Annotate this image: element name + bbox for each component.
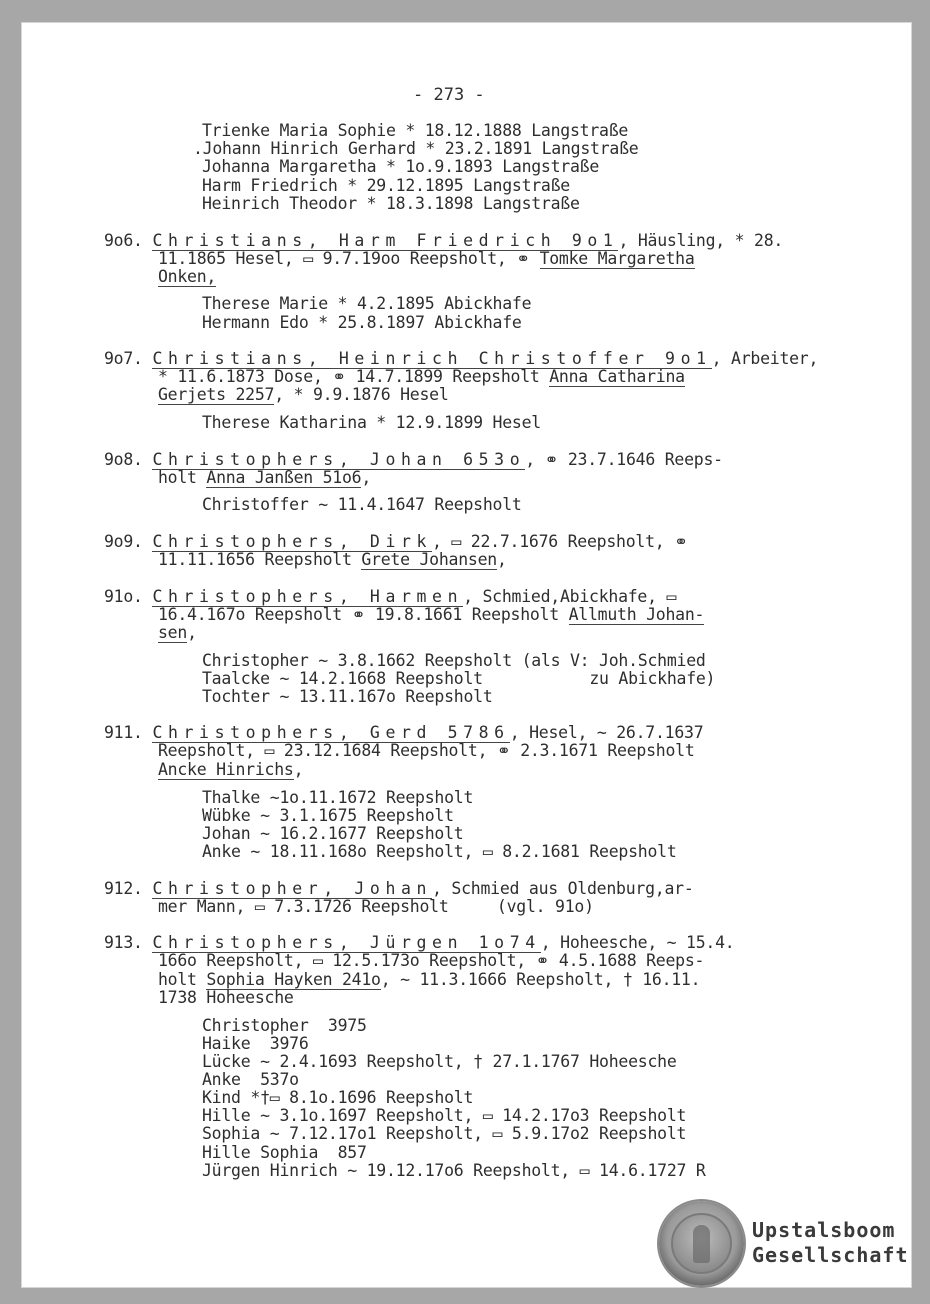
entry-line: holt Anna Janßen 51o6, <box>158 468 372 487</box>
child-item: Johan ~ 16.2.1677 Reepsholt <box>202 824 464 843</box>
child-item: Christoffer ~ 11.4.1647 Reepsholt <box>202 495 522 514</box>
list-item: Trienke Maria Sophie * 18.12.1888 Langstraße <box>202 121 629 140</box>
child-item: Therese Marie * 4.2.1895 Abickhafe <box>202 294 532 313</box>
entry-line: 11.1865 Hesel, ▭ 9.7.19oo Reepsholt, ⚭ Tomke Margaretha <box>158 249 695 268</box>
spouse-name: Sophia Hayken 241o <box>206 970 381 989</box>
entry-name: Christophers, Johan 653o <box>152 450 526 469</box>
spouse-name: Ancke Hinrichs <box>158 760 294 779</box>
entry-907: 9o7. Christians, Heinrich Christoffer 9o1, Arbeiter, <box>104 349 819 368</box>
entry-line: 11.11.1656 Reepsholt Grete Johansen, <box>158 550 507 569</box>
child-item: Therese Katharina * 12.9.1899 Hesel <box>202 413 541 432</box>
list-item: Johanna Margaretha * 1o.9.1893 Langstraße <box>202 157 600 176</box>
entry-name: Christophers, Gerd 5786 <box>152 723 510 742</box>
child-item: Taalcke ~ 14.2.1668 Reepsholt zu Abickhafe) <box>202 669 716 688</box>
child-item: Haike 3976 <box>202 1034 309 1053</box>
spouse-name: Allmuth Johan- <box>568 605 705 624</box>
list-item: .Johann Hinrich Gerhard * 23.2.1891 Langstraße <box>193 139 639 158</box>
child-item: Sophia ~ 7.12.17o1 Reepsholt, ▭ 5.9.17o2 Reepsholt <box>202 1124 687 1143</box>
entry-912: 912. Christopher, Johan, Schmied aus Oldenburg,ar- <box>104 879 694 898</box>
entry-name: Christopher, Johan <box>152 879 433 898</box>
entry-number: 913. <box>104 933 143 952</box>
entry-line: * 11.6.1873 Dose, ⚭ 14.7.1899 Reepsholt Anna Catharina <box>158 367 685 386</box>
entry-number: 91o. <box>104 587 143 606</box>
seal-figure <box>693 1225 710 1263</box>
entry-line: 166o Reepsholt, ▭ 12.5.173o Reepsholt, ⚭ 4.5.1688 Reeps- <box>158 951 705 970</box>
logo-line-1: Upstalsboom <box>752 1218 896 1242</box>
child-item: Thalke ~1o.11.1672 Reepsholt <box>202 788 474 807</box>
child-item: Hille ~ 3.1o.1697 Reepsholt, ▭ 14.2.17o3 Reepsholt <box>202 1106 687 1125</box>
entry-910: 91o. Christophers, Harmen, Schmied,Abickhafe, ▭ <box>104 587 677 606</box>
child-item: Anke ~ 18.11.168o Reepsholt, ▭ 8.2.1681 Reepsholt <box>202 842 677 861</box>
entry-name: Christians, Heinrich Christoffer 9o1 <box>152 349 712 368</box>
entry-name: Christophers, Harmen <box>152 587 464 606</box>
child-item: Jürgen Hinrich ~ 19.12.17o6 Reepsholt, ▭ 14.6.1727 R <box>202 1161 706 1180</box>
child-item: Hille Sophia 857 <box>202 1143 367 1162</box>
entry-line: mer Mann, ▭ 7.3.1726 Reepsholt (vgl. 91o) <box>158 897 594 916</box>
seal-icon <box>659 1201 744 1286</box>
entry-number: 9o7. <box>104 349 143 368</box>
child-item: Hermann Edo * 25.8.1897 Abickhafe <box>202 313 522 332</box>
entry-909: 9o9. Christophers, Dirk, ▭ 22.7.1676 Reepsholt, ⚭ <box>104 532 688 551</box>
entry-line: Ancke Hinrichs, <box>158 760 304 779</box>
logo-line-2: Gesellschaft <box>752 1243 909 1267</box>
spouse-name: Anna Janßen 51o6 <box>206 468 362 487</box>
spouse-name: Grete Johansen <box>361 550 497 569</box>
entry-line: 16.4.167o Reepsholt ⚭ 19.8.1661 Reepsholt Allmuth Johan- <box>158 605 705 624</box>
list-item: Harm Friedrich * 29.12.1895 Langstraße <box>202 176 570 195</box>
entry-number: 9o8. <box>104 450 143 469</box>
entry-number: 9o9. <box>104 532 143 551</box>
entry-number: 9o6. <box>104 231 143 250</box>
child-item: Kind *†▭ 8.1o.1696 Reepsholt <box>202 1088 474 1107</box>
child-item: Anke 537o <box>202 1070 299 1089</box>
page-number: - 273 - <box>413 85 485 105</box>
entry-906: 9o6. Christians, Harm Friedrich 9o1, Häusling, * 28. <box>104 231 784 250</box>
entry-913: 913. Christophers, Jürgen 1o74, Hoheesche, ~ 15.4. <box>104 933 735 952</box>
entry-line: Gerjets 2257, * 9.9.1876 Hesel <box>158 385 449 404</box>
entry-line: Onken, <box>158 267 217 286</box>
entry-line: holt Sophia Hayken 241o, ~ 11.3.1666 Reepsholt, † 16.11. <box>158 970 701 989</box>
entry-number: 911. <box>104 723 143 742</box>
list-item: Heinrich Theodor * 18.3.1898 Langstraße <box>202 194 580 213</box>
entry-number: 912. <box>104 879 143 898</box>
entry-908: 9o8. Christophers, Johan 653o, ⚭ 23.7.1646 Reeps- <box>104 450 723 469</box>
spouse-name: Anna Catharina <box>549 367 685 386</box>
entry-911: 911. Christophers, Gerd 5786, Hesel, ~ 26.7.1637 <box>104 723 704 742</box>
entry-line: 1738 Hoheesche <box>158 988 294 1007</box>
child-item: Tochter ~ 13.11.167o Reepsholt <box>202 687 493 706</box>
entry-line: Reepsholt, ▭ 23.12.1684 Reepsholt, ⚭ 2.3.1671 Reepsholt <box>158 741 695 760</box>
spouse-name: Tomke Margaretha <box>539 249 695 268</box>
child-item: Lücke ~ 2.4.1693 Reepsholt, † 27.1.1767 Hoheesche <box>202 1052 677 1071</box>
entry-name: Christophers, Jürgen 1o74 <box>152 933 541 952</box>
child-item: Christopher ~ 3.8.1662 Reepsholt (als V: Joh.Schmied <box>202 651 706 670</box>
entry-line: sen, <box>158 623 197 642</box>
child-item: Wübke ~ 3.1.1675 Reepsholt <box>202 806 454 825</box>
entry-name: Christians, Harm Friedrich 9o1 <box>152 231 619 250</box>
child-item: Christopher 3975 <box>202 1016 367 1035</box>
entry-name: Christophers, Dirk <box>152 532 433 551</box>
